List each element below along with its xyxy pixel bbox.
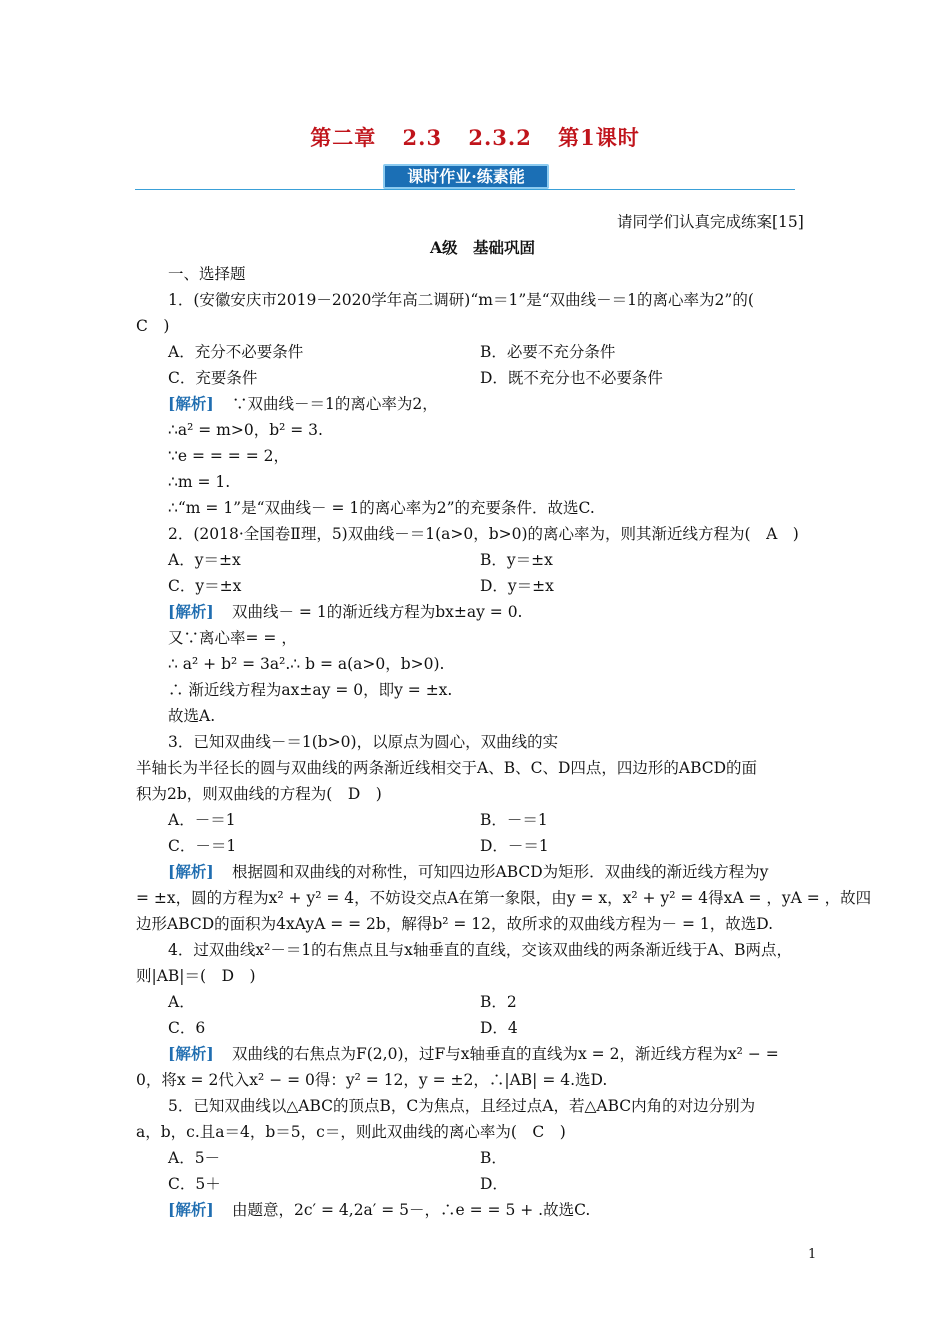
q2-option-b: B．y＝±x	[480, 551, 553, 569]
q1-answer: C )	[136, 317, 170, 335]
q3-option-d: D．－＝1	[480, 837, 549, 855]
q1-option-d: D．既不充分也不必要条件	[480, 369, 663, 387]
q4-option-c: C．6	[168, 1019, 206, 1037]
q4-solution-line: 双曲线的右焦点为F(2,0)，过F与x轴垂直的直线为x = 2，渐近线方程为x² − =	[232, 1045, 779, 1063]
subsection-label: 2.3.2	[468, 125, 532, 150]
lesson-label: 第1课时	[558, 125, 640, 150]
q5-solution-label: [解析]	[168, 1200, 214, 1219]
page-title	[0, 122, 950, 152]
q2-solution-line: ∴ 渐近线方程为ax±ay = 0，即y = ±x.	[168, 681, 453, 699]
q5-solution-line: 由题意，2c′ = 4,2a′ = 5－，∴e = = 5 + .故选C.	[232, 1201, 591, 1219]
q3-solution-line: = ±x，圆的方程为x² + y² = 4，不妨设交点A在第一象限，由y = x，x² + y² = 4得xA = ，yA = ，故四	[136, 889, 872, 907]
q3-option-b: B．－＝1	[480, 811, 548, 829]
q5-option-a: A．5－	[168, 1149, 221, 1167]
q1-option-a: A．充分不必要条件	[168, 343, 304, 361]
banner-divider	[135, 189, 795, 190]
q4-stem: 4．过双曲线x²－＝1的右焦点且与x轴垂直的直线，交该双曲线的两条渐近线于A、B两点，	[168, 941, 793, 959]
q1-stem: 1．(安徽安庆市2019－2020学年高二调研)“m＝1”是“双曲线－＝1的离心率为2”的(	[168, 291, 754, 309]
q3-stem: 3．已知双曲线－＝1(b>0)，以原点为圆心，双曲线的实	[168, 733, 559, 751]
q1-option-b: B．必要不充分条件	[480, 343, 616, 361]
q1-solution-line: ∴a² = m>0，b² = 3.	[168, 421, 323, 439]
page-number: 1	[808, 1247, 817, 1262]
q3-solution-line: 边形ABCD的面积为4xAyA = = 2b，解得b² = 12，故所求的双曲线方程为－ = 1，故选D.	[136, 915, 774, 933]
q2-stem: 2．(2018·全国卷Ⅱ理，5)双曲线－＝1(a>0，b>0)的离心率为，则其渐近线方程为( A )	[168, 525, 799, 543]
q2-option-a: A．y＝±x	[168, 551, 241, 569]
level-heading: A级 基础巩固	[430, 238, 536, 257]
q3-option-a: A．－＝1	[168, 811, 236, 829]
q2-solution-line: 故选A.	[168, 707, 216, 725]
q3-stem: 半轴长为半径长的圆与双曲线的两条渐近线相交于A、B、C、D四点，四边形的ABCD的面	[136, 759, 758, 777]
q4-solution-line: 0，将x = 2代入x² − = 0得：y² = 12，y = ±2，∴|AB| = 4.选D.	[136, 1071, 608, 1089]
section-heading: 一、选择题	[168, 265, 246, 283]
chapter-label: 第二章	[310, 125, 377, 150]
q1-solution-label: [解析]	[168, 394, 214, 413]
q1-option-c: C．充要条件	[168, 369, 258, 387]
q5-stem: a，b，c.且a＝4，b＝5，c＝，则此双曲线的离心率为( C )	[136, 1123, 566, 1141]
q4-solution-label: [解析]	[168, 1044, 214, 1063]
q3-option-c: C．－＝1	[168, 837, 237, 855]
q2-solution-line: ∴ a² + b² = 3a².∴ b = a(a>0，b>0).	[168, 655, 445, 673]
q5-option-c: C．5＋	[168, 1175, 221, 1193]
q2-solution-line: 双曲线－ = 1的渐近线方程为bx±ay = 0.	[232, 603, 523, 621]
q2-option-c: C．y＝±x	[168, 577, 242, 595]
q5-stem: 5．已知双曲线以△ABC的顶点B，C为焦点，且经过点A，若△ABC内角的对边分别为	[168, 1097, 756, 1115]
q1-solution-line: ∴m = 1.	[168, 473, 231, 491]
q2-solution-line: 又∵离心率= = ，	[168, 629, 297, 647]
q1-solution-line: ∴“m = 1”是“双曲线－ = 1的离心率为2”的充要条件．故选C.	[168, 499, 595, 517]
q4-stem: 则|AB|＝( D )	[136, 967, 256, 985]
q3-stem: 积为2b，则双曲线的方程为( D )	[136, 785, 382, 803]
q1-solution-line: ∵e = = = = 2，	[168, 447, 289, 465]
q3-solution-label: [解析]	[168, 862, 214, 881]
section-label: 2.3	[402, 125, 443, 150]
q2-solution-label: [解析]	[168, 602, 214, 621]
q3-solution-line: 根据圆和双曲线的对称性，可知四边形ABCD为矩形．双曲线的渐近线方程为y	[232, 863, 769, 881]
banner-badge: 课时作业·练素能	[383, 164, 549, 189]
q4-option-a: A．	[168, 993, 195, 1011]
q4-option-d: D．4	[480, 1019, 518, 1037]
q5-option-d: D．	[480, 1175, 508, 1193]
q4-option-b: B．2	[480, 993, 517, 1011]
exercise-note: 请同学们认真完成练案[15]	[617, 213, 804, 231]
q1-solution-line: ∵双曲线－＝1的离心率为2，	[232, 395, 438, 413]
q2-option-d: D．y＝±x	[480, 577, 554, 595]
q5-option-b: B．	[480, 1149, 507, 1167]
